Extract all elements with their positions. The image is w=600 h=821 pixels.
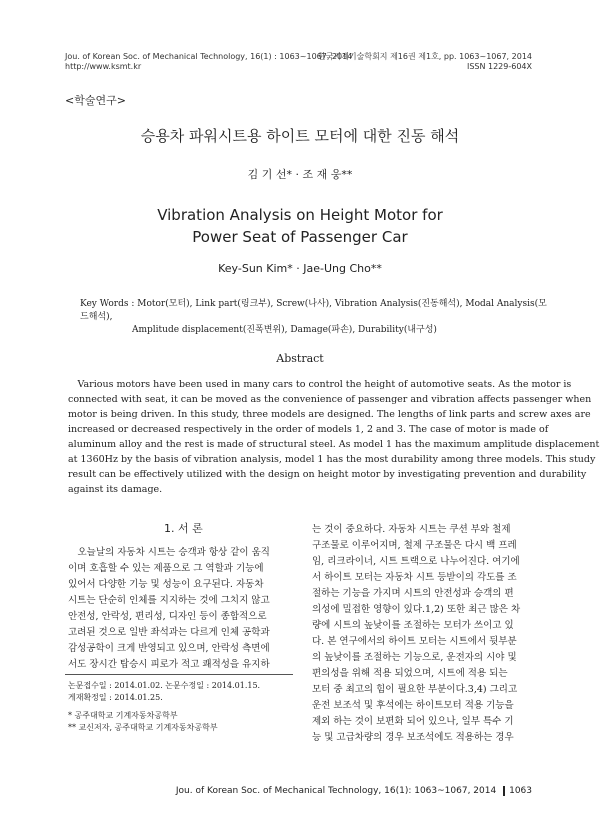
header-journal-citation: Jou. of Korean Soc. of Mechanical Technology, 16(1) : 1063~1067, 2014 (65, 52, 353, 61)
title-english (0, 204, 600, 248)
keywords-line2: Amplitude displacement(진폭변위), Damage(파손), Durability(내구성) (132, 325, 437, 335)
footnote-author2: ** 교신저자, 공주대학교 기계자동차공학부 (68, 723, 218, 732)
body-text-line: 운전 보조석 및 후석에는 하이트모터 적용 기능을 (312, 700, 514, 711)
running-header-right (318, 52, 532, 72)
body-text-line: 있어서 다양한 기능 및 성능이 요구된다. 자동차 (68, 579, 264, 590)
body-text-line: 안전성, 안락성, 편리성, 디자인 등이 종합적으로 (68, 611, 267, 622)
running-header-left (65, 52, 352, 72)
body-text-line: 편의성을 위해 적용 되었으며, 시트에 적용 되는 (312, 668, 508, 679)
abstract-heading: Abstract (276, 352, 324, 365)
footnote-rule (65, 674, 293, 675)
body-text-line: 오늘날의 자동차 시트는 승객과 항상 같이 움직 (77, 547, 270, 558)
abstract-line: aluminum alloy and the rest is made of structural steel. As model 1 has the maximum amplitude displacement (68, 439, 600, 450)
body-text-line: 능 및 고급차량의 경우 보조석에도 적용하는 경우 (312, 732, 514, 743)
right-column-body (312, 522, 534, 746)
page-footer (176, 786, 532, 796)
left-column-body (68, 545, 292, 673)
abstract-line: motor is being driven. In this study, three models are designed. The lengths of link parts and screw axes are (68, 409, 591, 420)
body-text-line: 절하는 기능을 가지며 시트의 안전성과 승객의 편 (312, 588, 514, 599)
keywords-block (80, 298, 550, 337)
authors-english: Key-Sun Kim* · Jae-Ung Cho** (218, 262, 382, 275)
abstract-line: increased or decreased respectively in the order of models 1, 2 and 3. The case of motor is made of (68, 424, 549, 435)
article-category: <학술연구> (65, 94, 126, 107)
abstract-body (68, 377, 600, 497)
footnotes (68, 680, 260, 734)
abstract-line: at 1360Hz by the basis of vibration analysis, model 1 has the most durability among three models. This study (68, 454, 596, 465)
title-korean: 승용차 파워시트용 하이트 모터에 대한 진동 해석 (140, 127, 460, 145)
body-text-line: 는 것이 중요하다. 자동차 시트는 쿠션 부와 철제 (312, 524, 511, 535)
body-text-line: 다. 본 연구에서의 하이트 모터는 시트에서 뒷부분 (312, 636, 517, 647)
body-text-line: 시트는 단순히 인체를 지지하는 것에 그치지 않고 (68, 595, 270, 606)
abstract-line: Various motors have been used in many cars to control the height of automotive seats. As the motor is (77, 379, 572, 390)
footnote-received: 논문접수일 : 2014.01.02. 논문수정일 : 2014.01.15. (68, 681, 261, 690)
footnote-accepted: 게재확정일 : 2014.01.25. (68, 693, 163, 702)
body-text-line: 량에 시트의 높낮이를 조절하는 모터가 쓰이고 있 (312, 620, 514, 631)
keywords-line1: Motor(모터), Link part(링크부), Screw(나사), Vibration Analysis(진동해석), Modal Analysis(모드해석), (80, 299, 547, 322)
body-text-line: 서 하이트 모터는 자동차 시트 등받이의 각도를 조 (312, 572, 517, 583)
body-text-line: 모터 중 최고의 힘이 필요한 부분이다.3,4) 그리고 (312, 684, 518, 695)
section-heading-introduction: 1. 서 론 (164, 522, 203, 535)
abstract-line: result can be effectively utilized with the design on height motor by investigating prevention and durability (68, 469, 587, 480)
keywords-label: Key Words : (80, 299, 135, 309)
footnote-author1: * 공주대학교 기계자동차공학부 (68, 711, 178, 720)
body-text-line: 의 높낮이를 조절하는 기능으로, 운전자의 시야 및 (312, 652, 517, 663)
body-text-line: 임, 리크라이너, 시트 트랙으로 나누어진다. 여기에 (312, 556, 520, 567)
abstract-line: against its damage. (68, 484, 163, 495)
abstract-line: connected with seat, it can be moved as the convenience of passenger and vibration affects passenger when (68, 394, 592, 405)
footer-page-number: 1063 (503, 786, 532, 796)
header-journal-url: http://www.ksmt.kr (65, 62, 142, 71)
authors-korean: 김 기 선* · 조 재 웅** (247, 168, 353, 181)
body-text-line: 서도 장시간 탑승시 피로가 적고 쾌적성을 유지하 (68, 659, 270, 670)
header-korean-citation: 한국기계기술학회지 제16권 제1호, pp. 1063~1067, 2014 (317, 52, 532, 61)
title-english-line2: Power Seat of Passenger Car (192, 228, 408, 246)
body-text-line: 구조물로 이루어지며, 철제 구조물은 다시 백 프레 (312, 540, 517, 551)
body-text-line: 감성공학이 크게 반영되고 있으며, 안락성 측면에 (68, 643, 270, 654)
body-text-line: 이며 호흡할 수 있는 제품으로 그 역할과 기능에 (68, 563, 264, 574)
body-text-line: 의성에 밀접한 영향이 있다.1,2) 또한 최근 많은 차 (312, 604, 521, 615)
title-english-line1: Vibration Analysis on Height Motor for (157, 206, 443, 224)
header-issn: ISSN 1229-604X (466, 62, 532, 71)
body-text-line: 제외 하는 것이 보편화 되어 있으나, 일부 특수 기 (312, 716, 514, 727)
body-text-line: 고려된 것으로 일반 좌석과는 다르게 인체 공학과 (68, 627, 270, 638)
footer-journal-citation: Jou. of Korean Soc. of Mechanical Technology, 16(1): 1063~1067, 2014 (175, 786, 497, 796)
